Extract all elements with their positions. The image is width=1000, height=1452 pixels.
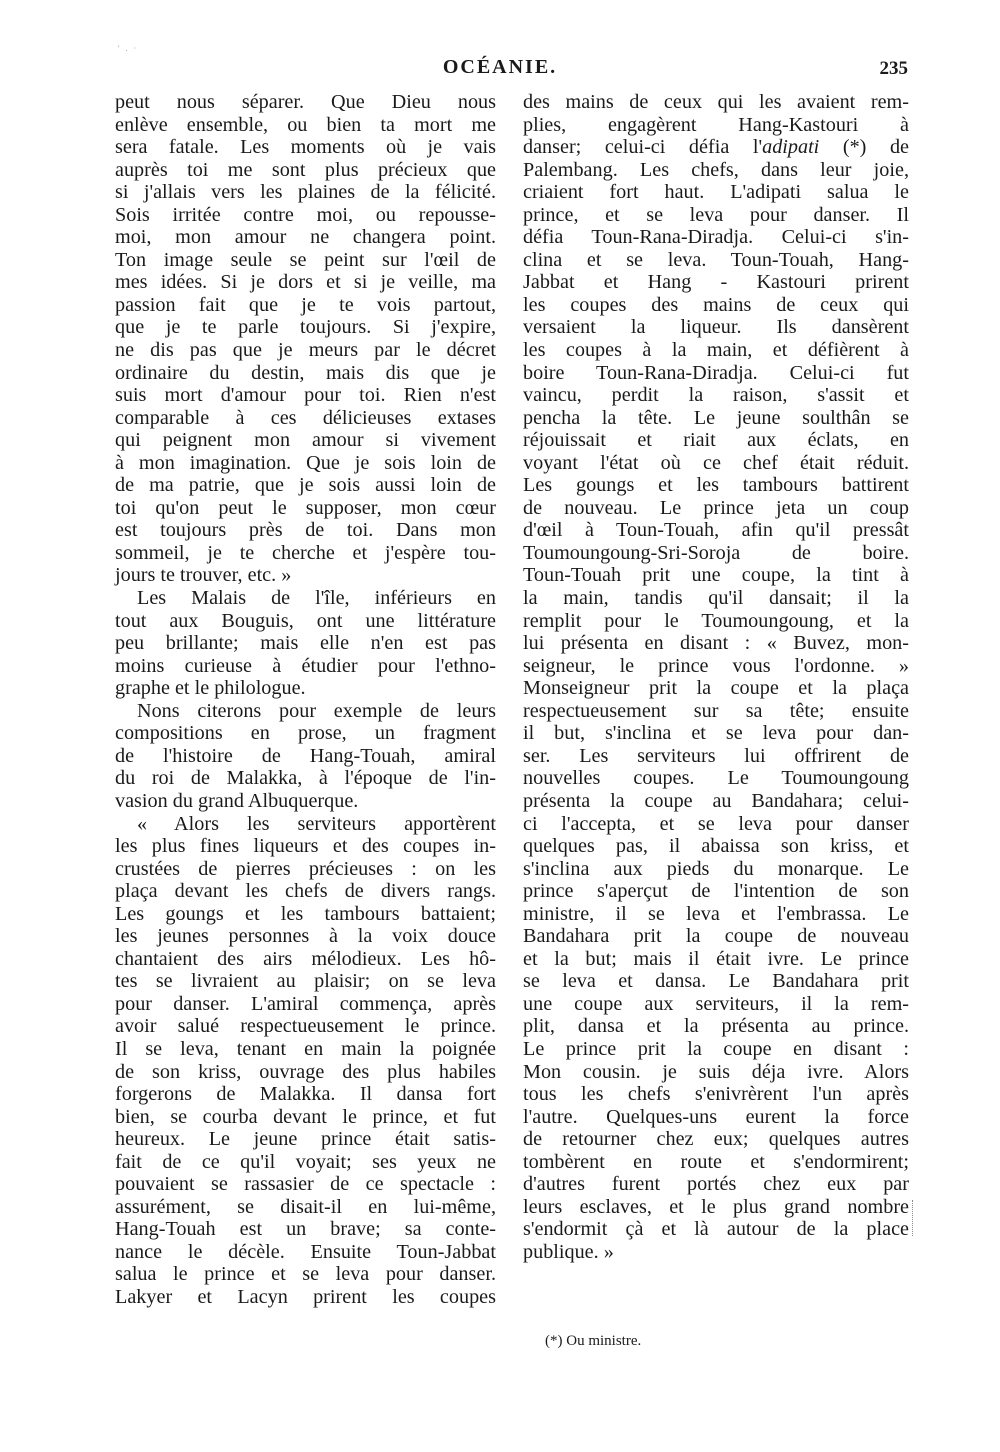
- running-title: OCÉANIE.: [442, 56, 558, 78]
- text-line: est toujours près de toi. Dans mon: [115, 519, 496, 542]
- text-line: quelques pas, il abaissa son kriss, et: [523, 835, 909, 858]
- text-line: fait de ce qu'il voyait; ses yeux ne: [115, 1150, 496, 1173]
- text-line: se leva et dansa. Le Bandahara prit: [523, 970, 909, 993]
- text-line: vaincu, perdit la raison, s'assit et: [523, 384, 909, 407]
- text-line: pour danser. L'amiral commença, après: [115, 992, 496, 1015]
- text-line: lui présenta en disant : « Buvez, mon-: [523, 632, 909, 655]
- text-line: les plus fines liqueurs et des coupes in-: [115, 835, 496, 858]
- text-line: vasion du grand Albuquerque.: [115, 789, 359, 812]
- text-line: publique. »: [523, 1240, 614, 1263]
- text-line: plit, dansa et la présenta au prince.: [523, 1015, 909, 1038]
- text-line: forgerons de Malakka. Il dansa fort: [115, 1083, 496, 1106]
- text-line: versaient la liqueur. Ils dansèrent: [523, 316, 909, 339]
- text-line: nance le décèle. Ensuite Toun-Jabbat: [115, 1240, 496, 1263]
- text-line: « Alors les serviteurs apportèrent: [137, 812, 496, 835]
- text-line: plies, engagèrent Hang-Kastouri à: [523, 113, 909, 136]
- text-line: sommeil, je te cherche et j'espère tou-: [115, 541, 496, 564]
- text-line: assurément, se disait-il en lui-même,: [115, 1195, 496, 1218]
- text-line: leurs esclaves, et le plus grand nombre: [523, 1195, 909, 1218]
- text-line: d'œil à Toun-Touah, afin qu'il pressât: [523, 519, 909, 542]
- text-line: heureux. Le jeune prince était satis-: [115, 1128, 496, 1151]
- text-line: défia Toun-Rana-Diradja. Celui-ci s'in-: [523, 226, 909, 249]
- text-line: suis mort d'amour pour toi. Rien n'est: [115, 384, 496, 407]
- text-line: si j'allais vers les plaines de la félicité.: [115, 181, 496, 204]
- text-line: Sois irritée contre moi, ou repousse-: [115, 203, 496, 226]
- footnote-text: Ou ministre.: [566, 1333, 642, 1349]
- text-line: ser. Les serviteurs lui offrirent de: [523, 744, 909, 767]
- text-line: et la but; mais il était ivre. Le prince: [523, 947, 909, 970]
- text-fragment: danser; celui-ci défia l': [523, 136, 763, 159]
- footnote: [545, 1333, 641, 1350]
- text-line: réjouissait et riait aux éclats, en: [523, 429, 909, 452]
- text-line: plaça devant les chefs de divers rangs.: [115, 880, 496, 903]
- text-line: clina et se leva. Toun-Touah, Hang-: [523, 248, 909, 271]
- text-line: de retourner chez eux; quelques autres: [523, 1128, 909, 1151]
- text-line: d'autres furent portés chez eux par: [523, 1173, 909, 1196]
- text-line: graphe et le philologue.: [115, 677, 306, 700]
- text-line: Ton image seule se peint sur l'œil de: [115, 248, 496, 271]
- text-line: Toumoungoung-Sri-Soroja de boire.: [523, 541, 909, 564]
- text-line: qui peignent mon amour si vivement: [115, 429, 496, 452]
- text-line: tes se livraient au plaisir; on se leva: [115, 970, 496, 993]
- text-line: sera fatale. Les moments où je vais: [115, 136, 496, 159]
- text-line: Toun-Touah prit une coupe, la tint à: [523, 564, 909, 587]
- text-line: les jeunes personnes à la voix douce: [115, 925, 496, 948]
- text-line: les coupes des mains de ceux qui: [523, 293, 909, 316]
- text-line: présenta la coupe au Bandahara; celui-: [523, 789, 909, 812]
- text-line: voyant l'état où ce chef était réduit.: [523, 451, 909, 474]
- right-column: [523, 91, 909, 1263]
- text-line: [523, 136, 909, 159]
- text-line: prince, et se leva pour danser. Il: [523, 203, 909, 226]
- text-line: chantaient des airs mélodieux. Les hô-: [115, 947, 496, 970]
- text-line: s'endormit çà et là autour de la place: [523, 1218, 909, 1241]
- text-line: Bandahara prit la coupe de nouveau: [523, 925, 909, 948]
- left-column: [115, 91, 496, 1309]
- text-line: de ma patrie, que je sois aussi loin de: [115, 474, 496, 497]
- text-line: Lakyer et Lacyn prirent les coupes: [115, 1285, 496, 1308]
- text-line: jours te trouver, etc. »: [115, 564, 292, 587]
- text-line: Hang-Touah est un brave; sa conte-: [115, 1218, 496, 1241]
- text-line: crustées de pierres précieuses : on les: [115, 857, 496, 880]
- text-line: peu brillante; mais elle n'en est pas: [115, 632, 496, 655]
- text-line: à mon imagination. Que je sois loin de: [115, 451, 496, 474]
- text-line: salua le prince et se leva pour danser.: [115, 1263, 496, 1286]
- text-line: ci l'accepta, et se leva pour danser: [523, 812, 909, 835]
- text-line: Les Malais de l'île, inférieurs en: [137, 587, 496, 610]
- text-line: ordinaire du destin, mais dis que je: [115, 361, 496, 384]
- text-line: Il se leva, tenant en main la poignée: [115, 1037, 496, 1060]
- text-line: tous les chefs s'enivrèrent l'un après: [523, 1083, 909, 1106]
- text-line: Jabbat et Hang - Kastouri prirent: [523, 271, 909, 294]
- text-line: il but, s'inclina et se leva pour dan-: [523, 722, 909, 745]
- text-line: les coupes à la main, et défièrent à: [523, 339, 909, 362]
- text-line: mes idées. Si je dors et si je veille, ma: [115, 271, 496, 294]
- text-line: enlève ensemble, ou bien ta mort me: [115, 113, 496, 136]
- text-line: criaient fort haut. L'adipati salua le: [523, 181, 909, 204]
- text-line: tombèrent en route et s'endormirent;: [523, 1150, 909, 1173]
- text-line: l'autre. Quelques-uns eurent la force: [523, 1105, 909, 1128]
- text-line: s'inclina aux pieds du monarque. Le: [523, 857, 909, 880]
- text-fragment: (*) de: [819, 136, 910, 159]
- italic-term: adipati: [762, 136, 820, 159]
- text-line: des mains de ceux qui les avaient rem-: [523, 91, 909, 113]
- text-line: toi qu'on peut le supposer, mon cœur: [115, 496, 496, 519]
- text-line: que je te parle toujours. Si j'expire,: [115, 316, 496, 339]
- text-line: ministre, il se leva et l'embrassa. Le: [523, 902, 909, 925]
- text-line: Monseigneur prit la coupe et la plaça: [523, 677, 909, 700]
- text-line: moins curieuse à étudier pour l'ethno-: [115, 654, 496, 677]
- text-line: bien, se courba devant le prince, et fut: [115, 1105, 496, 1128]
- text-line: Palembang. Les chefs, dans leur joie,: [523, 158, 909, 181]
- page-number: 235: [879, 58, 908, 79]
- text-line: comparable à ces délicieuses extases: [115, 406, 496, 429]
- text-line: peut nous séparer. Que Dieu nous: [115, 91, 496, 113]
- text-line: du roi de Malakka, à l'époque de l'in-: [115, 767, 496, 790]
- text-line: remplit pour le Toumoungoung, et la: [523, 609, 909, 632]
- margin-mark: [912, 1200, 915, 1236]
- text-line: pouvaient se rassasier de ce spectacle :: [115, 1173, 496, 1196]
- text-line: pencha la tête. Le jeune soulthân se: [523, 406, 909, 429]
- text-line: Le prince prit la coupe en disant :: [523, 1037, 909, 1060]
- text-line: prince s'aperçut de l'intention de son: [523, 880, 909, 903]
- text-line: boire Toun-Rana-Diradja. Celui-ci fut: [523, 361, 909, 384]
- text-line: la main, tandis qu'il dansait; il la: [523, 587, 909, 610]
- text-line: Mon cousin. je suis déja ivre. Alors: [523, 1060, 909, 1083]
- text-line: passion fait que je te vois partout,: [115, 293, 496, 316]
- text-line: Les goungs et les tambours battirent: [523, 474, 909, 497]
- text-line: tout aux Bouguis, ont une littérature: [115, 609, 496, 632]
- text-line: auprès toi me sont plus précieux que: [115, 158, 496, 181]
- text-line: moi, mon amour ne changera point.: [115, 226, 496, 249]
- scan-specks: ' . ·: [118, 44, 139, 53]
- text-line: seigneur, le prince vous l'ordonne. »: [523, 654, 909, 677]
- footnote-marker: (*): [545, 1333, 563, 1349]
- text-line: de nouveau. Le prince jeta un coup: [523, 496, 909, 519]
- text-line: une coupe aux serviteurs, il la rem-: [523, 992, 909, 1015]
- text-line: de l'histoire de Hang-Touah, amiral: [115, 744, 496, 767]
- text-line: Nons citerons pour exemple de leurs: [137, 699, 496, 722]
- running-head: [0, 56, 1000, 86]
- text-line: avoir salué respectueusement le prince.: [115, 1015, 496, 1038]
- text-line: respectueusement sur sa tête; ensuite: [523, 699, 909, 722]
- text-line: nouvelles coupes. Le Toumoungoung: [523, 767, 909, 790]
- text-line: compositions en prose, un fragment: [115, 722, 496, 745]
- text-line: de son kriss, ouvrage des plus habiles: [115, 1060, 496, 1083]
- text-line: Les goungs et les tambours battaient;: [115, 902, 496, 925]
- text-line: ne dis pas que je meurs par le décret: [115, 339, 496, 362]
